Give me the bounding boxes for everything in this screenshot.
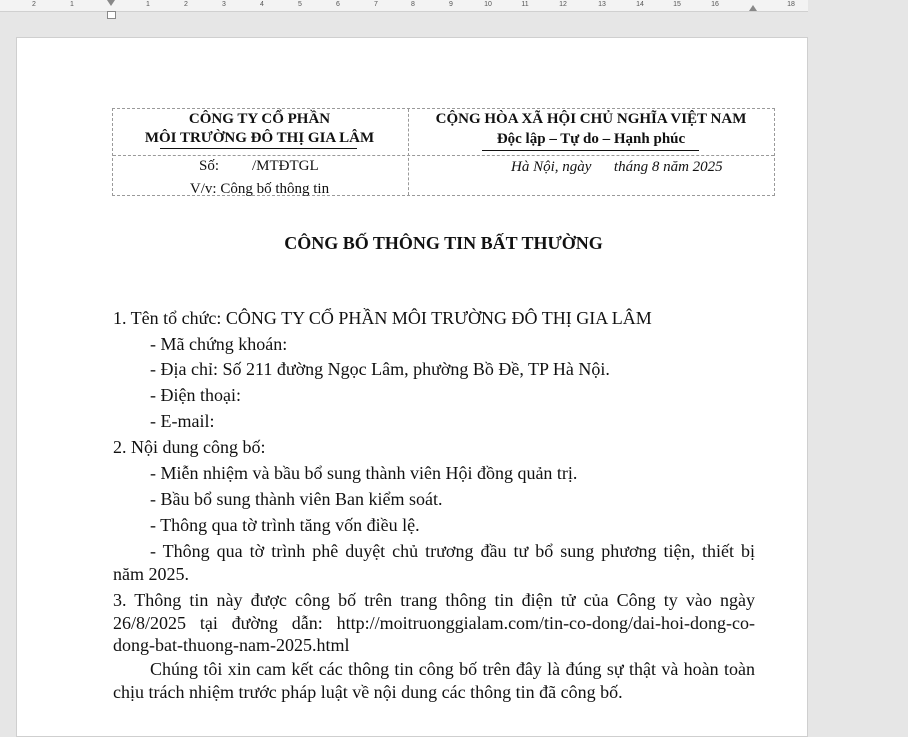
ruler-number: 1 (146, 1, 150, 8)
stock-code-line: - Mã chứng khoán: (150, 334, 288, 354)
nation-title: CỘNG HÒA XÃ HỘI CHỦ NGHĨA VIỆT NAM (435, 111, 747, 127)
ruler-number: 15 (673, 1, 681, 8)
address-line: - Địa chỉ: Số 211 đường Ngọc Lâm, phường Bồ Đề, TP Hà Nội. (150, 359, 610, 379)
ruler-number: 18 (787, 1, 795, 8)
company-name-line1: CÔNG TY CỔ PHẦN (188, 111, 331, 127)
horizontal-ruler[interactable] (0, 0, 808, 12)
content-item: - Miễn nhiệm và bầu bổ sung thành viên Hội đồng quản trị. (150, 463, 578, 483)
right-indent-marker[interactable] (749, 5, 757, 11)
ruler-number: 3 (222, 1, 226, 8)
content-item: - Thông qua tờ trình phê duyệt chủ trương đầu tư bổ sung phương tiện, thiết bị (150, 541, 755, 561)
ruler-number: 16 (711, 1, 719, 8)
nation-motto: Độc lập – Tự do – Hạnh phúc (496, 131, 686, 147)
content-item: - Bầu bổ sung thành viên Ban kiểm soát. (150, 489, 443, 509)
ruler-number: 8 (411, 1, 415, 8)
phone-line: - Điện thoại: (150, 385, 241, 405)
document-title: CÔNG BỐ THÔNG TIN BẤT THƯỜNG (284, 233, 603, 253)
section-1-heading: 1. Tên tổ chức: CÔNG TY CỔ PHẦN MÔI TRƯỜNG ĐÔ THỊ GIA LÂM (113, 308, 652, 328)
ruler-number: 5 (298, 1, 302, 8)
ruler-number: 9 (449, 1, 453, 8)
section-3-line1: 3. Thông tin này được công bố trên trang thông tin điện tử của Công ty vào ngày (113, 590, 755, 610)
motto-underline (482, 150, 699, 151)
section-3-line2: 26/8/2025 tại đường dẫn: http://moitruonggialam.com/tin-co-dong/dai-hoi-dong-co- (113, 613, 755, 633)
email-line: - E-mail: (150, 411, 215, 431)
ruler-number: 13 (598, 1, 606, 8)
left-indent-marker[interactable] (107, 11, 116, 19)
ruler-number: 2 (32, 1, 36, 8)
commitment-line1: Chúng tôi xin cam kết các thông tin công bố trên đây là đúng sự thật và hoàn toàn (150, 659, 755, 679)
document-page[interactable] (16, 37, 808, 737)
ruler-number: 12 (559, 1, 567, 8)
commitment-line2: chịu trách nhiệm trước pháp luật về nội dung các thông tin đã công bố. (113, 682, 623, 702)
ruler-number: 2 (184, 1, 188, 8)
company-name-line2: MÔI TRƯỜNG ĐÔ THỊ GIA LÂM (144, 130, 375, 146)
content-item-continued: năm 2025. (113, 564, 189, 584)
content-item: - Thông qua tờ trình tăng vốn điều lệ. (150, 515, 420, 535)
ruler-number: 4 (260, 1, 264, 8)
subject-line: V/v: Công bố thông tin (189, 181, 330, 197)
ruler-number: 14 (636, 1, 644, 8)
ruler-number: 10 (484, 1, 492, 8)
ruler-number: 6 (336, 1, 340, 8)
ruler-number: 1 (70, 1, 74, 8)
ruler-number: 7 (374, 1, 378, 8)
document-number-code: /MTĐTGL (252, 158, 319, 174)
company-underline (160, 148, 357, 149)
document-number-label: Số: (199, 158, 220, 174)
first-line-indent-marker[interactable] (107, 0, 115, 6)
section-3-line3: dong-bat-thuong-nam-2025.html (113, 635, 350, 655)
section-2-heading: 2. Nội dung công bố: (113, 437, 266, 457)
document-date: Hà Nội, ngày tháng 8 năm 2025 (511, 159, 723, 175)
ruler-number: 11 (521, 1, 529, 8)
